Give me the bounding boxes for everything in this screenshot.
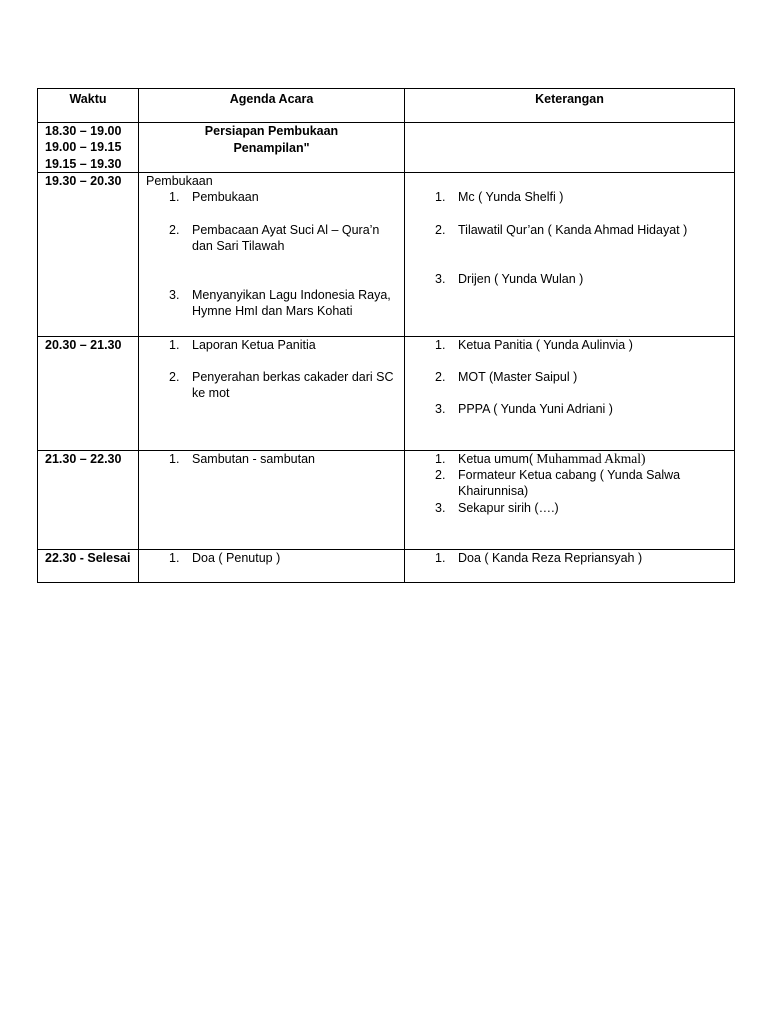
keterangan-cell [405,172,735,336]
table-row [38,336,735,450]
time-text: 19.30 – 20.30 [45,173,122,188]
time-cell [38,336,139,450]
list-item: 3. Menyanyikan Lagu Indonesia Raya, Hymne HmI dan Mars Kohati [169,287,391,319]
agenda-heading: Pembukaan [146,173,213,188]
time-text: 20.30 – 21.30 [45,337,122,352]
time-text: 22.30 - Selesai [45,550,131,565]
table-header-row [38,89,735,123]
agenda-cell [139,336,405,450]
list-item: 2. Pembacaan Ayat Suci Al – Qura’n dan Sari Tilawah [169,222,380,254]
list-item: 3. Drijen ( Yunda Wulan ) [435,271,584,286]
table-row [38,549,735,582]
table-row [38,123,735,173]
list-item: 2. Tilawatil Qur’an ( Kanda Ahmad Hidayat ) [435,222,688,237]
agenda-cell [139,549,405,582]
list-item: 1. Sambutan - sambutan [169,451,315,466]
header-agenda-acara: Agenda Acara [139,89,405,123]
agenda-title: Penampilan" [233,140,310,155]
list-item: 1. Ketua Panitia ( Yunda Aulinvia ) [435,337,633,352]
time-cell [38,123,139,173]
list-item: 1. Pembukaan [169,189,259,204]
list-item: 2. Formateur Ketua cabang ( Yunda Salwa Khairunnisa) [435,467,681,499]
event-schedule-table [37,88,735,583]
agenda-cell [139,450,405,549]
keterangan-cell [405,336,735,450]
list-item: 1. Laporan Ketua Panitia [169,337,316,352]
table-row [38,450,735,549]
agenda-title: Persiapan Pembukaan [204,124,339,138]
time-text: 18.30 – 19.00 [45,124,122,138]
header-keterangan: Keterangan [405,89,735,123]
agenda-cell [139,172,405,336]
list-item: 3. PPPA ( Yunda Yuni Adriani ) [435,401,613,416]
list-item: 2. Penyerahan berkas cakader dari SC ke mot [169,369,394,401]
list-item: 3. Sekapur sirih (….) [435,500,559,515]
keterangan-cell [405,123,735,173]
list-item: 1. Doa ( Kanda Reza Repriansyah ) [435,550,643,565]
keterangan-cell [405,549,735,582]
time-cell [38,172,139,336]
list-item: 2. MOT (Master Saipul ) [435,369,578,384]
time-cell [38,549,139,582]
keterangan-cell [405,450,735,549]
time-text: 19.00 – 19.15 [45,140,122,155]
time-cell [38,450,139,549]
agenda-cell [139,123,405,173]
list-item: 1. Ketua umum( Muhammad Akmal) [435,450,646,466]
list-item: 1. Doa ( Penutup ) [169,550,281,565]
list-item: 1. Mc ( Yunda Shelfi ) [435,189,564,204]
table-row [38,172,735,336]
time-text: 19.15 – 19.30 [45,156,122,171]
time-text: 21.30 – 22.30 [45,451,122,466]
header-waktu: Waktu [38,89,139,123]
